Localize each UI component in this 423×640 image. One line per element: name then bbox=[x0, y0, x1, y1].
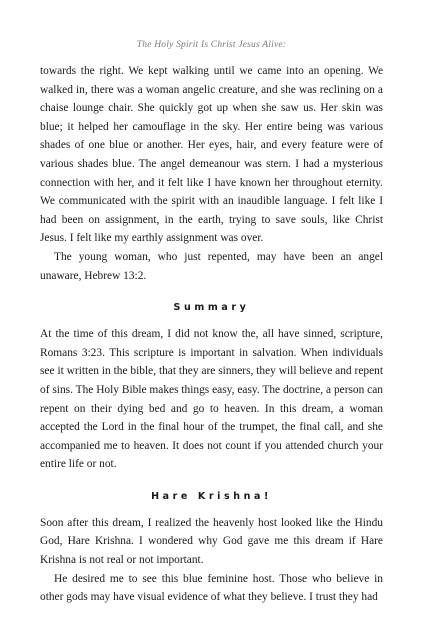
paragraph-angel-description: towards the right. We kept walking until we came into an opening. We walked in, there was a woman angelic creature, and she was reclining on a chaise lounge chair. She quickly got up when she saw us. Her skin was blue; it helped her camouflage in the sky. Her entire being was various shades of one blue or another. Her eyes, hair, and every feature were of various shades blue. The angel demeanour was stern. I had a mysterious connection with her, and it felt like I have known her throughout eternity. We communicated with the spirit with an inaudible language. I felt like I had been on assignment, in the earth, trying to save souls, like Christ Jesus. I felt like my earthly assignment was over. bbox=[40, 65, 383, 245]
paragraph-hare-krishna-1: Soon after this dream, I realized the heavenly host looked like the Hindu God, Hare Krishna. I wondered why God gave me this dream if Hare Krishna is not real or not important. bbox=[40, 516, 383, 567]
page-body bbox=[40, 62, 383, 607]
section-heading-summary: Summary bbox=[173, 302, 250, 314]
paragraph-summary: At the time of this dream, I did not know the, all have sinned, scripture, Romans 3:23. This scripture is important in salvation. When individuals see it written in the bible, that they are sinners, they will believe and repent of sins. The Holy Bible makes things easy, easy. The doctrine, a person can repent on their dying bed and go to heaven. In this dream, a woman accepted the Lord in the final hour of the trumpet, the final call, and she accompanied me to heaven. It does not count if you attended church your entire life or not. bbox=[40, 328, 383, 471]
paragraph-hare-krishna-2: He desired me to see this blue feminine host. Those who believe in other gods may have visual evidence of what they believe. I trust they had bbox=[40, 572, 383, 604]
paragraph-angel-unaware: The young woman, who just repented, may have been an angel unaware, Hebrew 13:2. bbox=[40, 250, 383, 282]
running-head: The Holy Spirit Is Christ Jesus Alive: bbox=[136, 40, 287, 50]
section-heading-hare-krishna: Hare Krishna! bbox=[151, 490, 272, 502]
